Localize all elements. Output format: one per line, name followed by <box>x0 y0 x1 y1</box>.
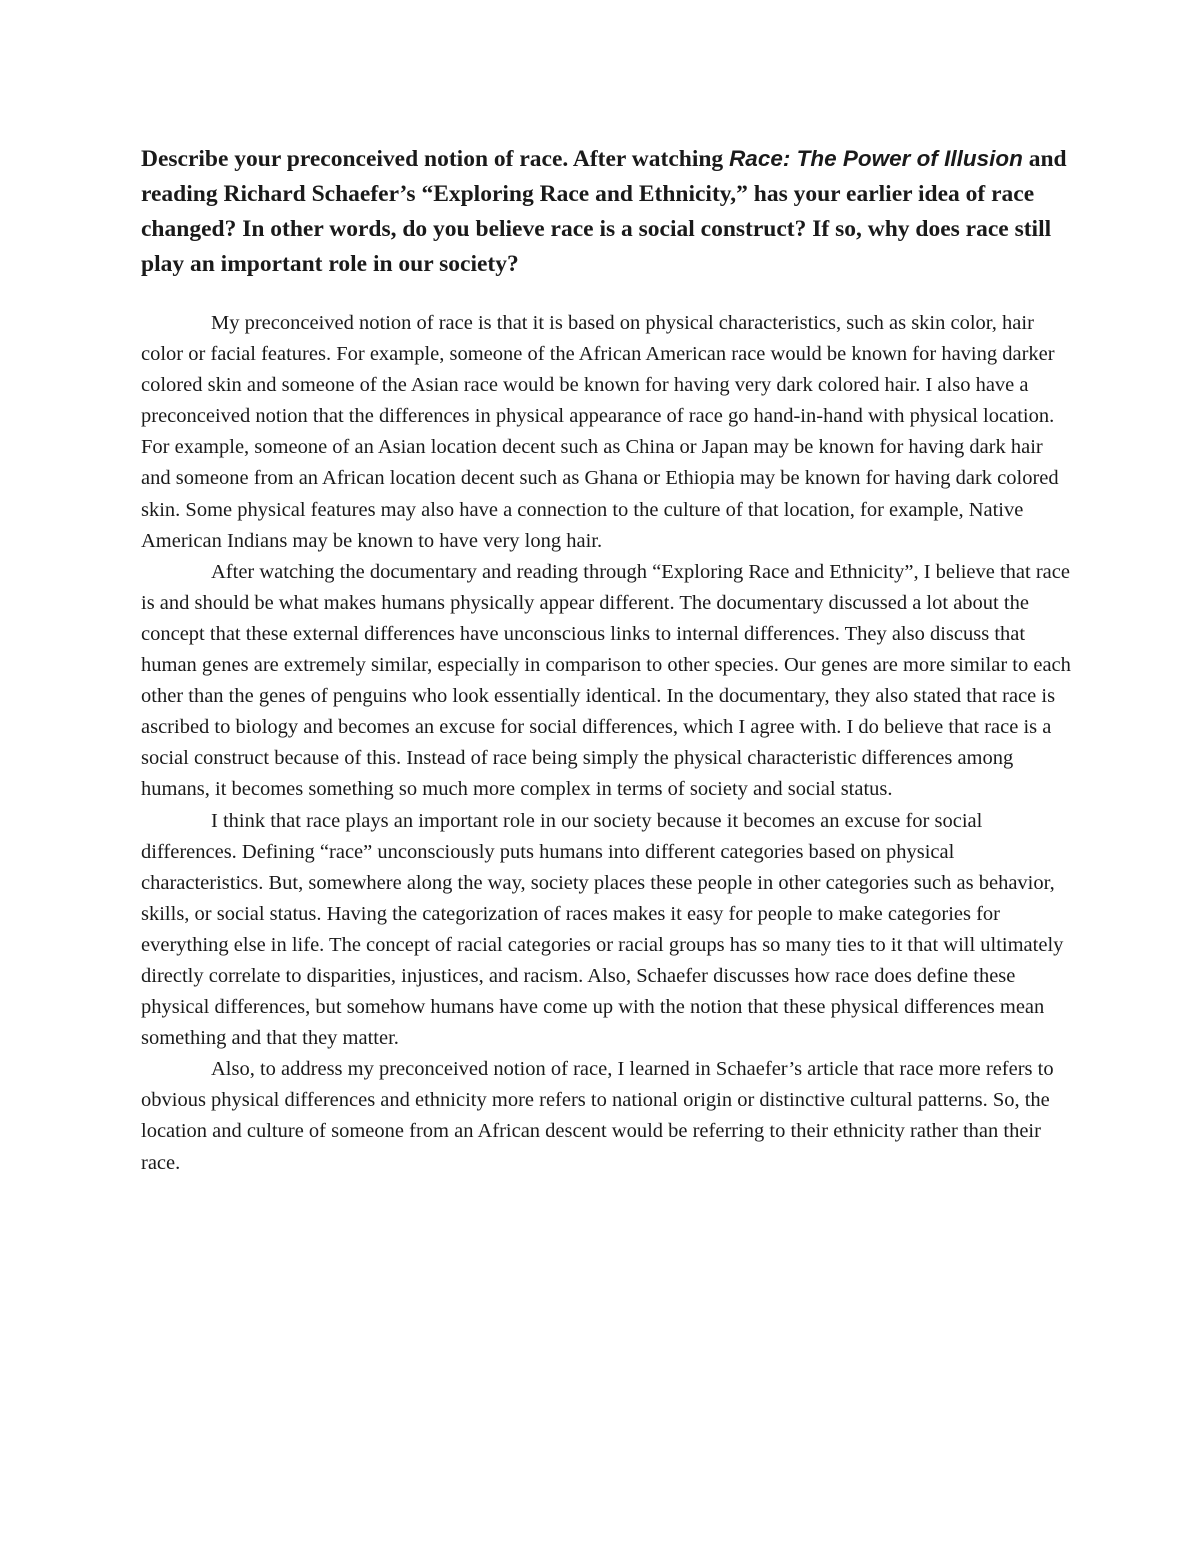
prompt-text-question: and reading Richard Schaefer’s “Exploring Race and Ethnicity,” has your earlier idea of race changed? In other words, do you believe race is a social construct? If so, why does race still play an important role in our society? <box>141 146 1067 277</box>
prompt-text-intro: Describe your preconceived notion of race. After watching <box>141 146 730 172</box>
essay-prompt <box>141 141 1076 282</box>
essay-paragraph-2: After watching the documentary and reading through “Exploring Race and Ethnicity”, I believe that race is and should be what makes humans physically appear different. The documentary discussed a lot about the concept that these external differences have unconscious links to internal differences. They also discuss that human genes are extremely similar, especially in comparison to other species. Our genes are more similar to each other than the genes of penguins who look essentially identical. In the documentary, they also stated that race is ascribed to biology and becomes an excuse for social differences, which I agree with. I do believe that race is a social construct because of this. Instead of race being simply the physical characteristic differences among humans, it becomes something so much more complex in terms of society and social status. <box>141 560 1071 801</box>
essay-paragraph-4: Also, to address my preconceived notion of race, I learned in Schaefer’s article that race more refers to obvious physical differences and ethnicity more refers to national origin or distinctive cultural patterns. So, the location and culture of someone from an African descent would be referring to their ethnicity rather than their race. <box>141 1058 1054 1174</box>
essay-body <box>141 308 1071 1179</box>
essay-paragraph-3: I think that race plays an important role in our society because it becomes an excuse for social differences. Defining “race” unconsciously puts humans into different categories based on physical characteristics. But, somewhere along the way, society places these people in other categories such as behavior, skills, or social status. Having the categorization of races makes it easy for people to make categories for everything else in life. The concept of racial categories or racial groups has so many ties to it that will ultimately directly correlate to disparities, injustices, and racism. Also, Schaefer discusses how race does define these physical differences, but somehow humans have come up with the notion that these physical differences mean something and that they matter. <box>141 809 1064 1050</box>
film-title: Race: The Power of Illusion <box>729 146 1023 171</box>
essay-paragraph-1: My preconceived notion of race is that it is based on physical characteristics, such as skin color, hair color or facial features. For example, someone of the African American race would be known for having darker colored skin and someone of the Asian race would be known for having very dark colored hair. I also have a preconceived notion that the differences in physical appearance of race go hand-in-hand with physical location. For example, someone of an Asian location decent such as China or Japan may be known for having dark hair and someone from an African location decent such as Ghana or Ethiopia may be known for having dark colored skin. Some physical features may also have a connection to the culture of that location, for example, Native American Indians may be known to have very long hair. <box>141 312 1059 552</box>
